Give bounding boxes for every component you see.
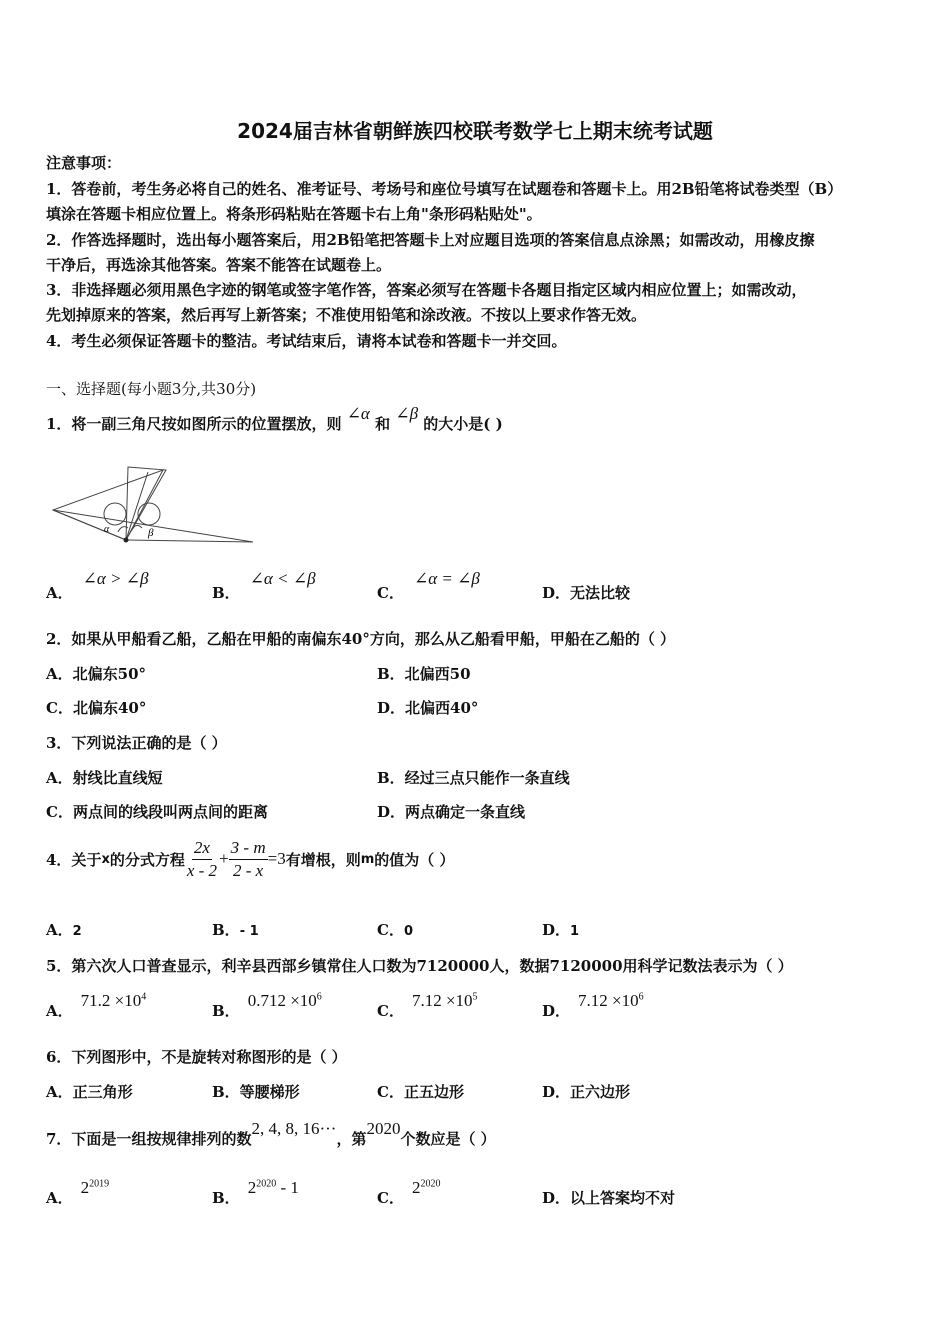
notice-line: 填涂在答题卡相应位置上。将条形码粘贴在答题卡右上角"条形码粘贴处"。 [46, 205, 542, 223]
q7-option-b[interactable]: B．$2^{2020} - 1$ [212, 1178, 299, 1207]
q5-option-b[interactable]: B．$0.712 \times 10^6$ [212, 991, 322, 1020]
q3-option-c[interactable]: C．两点间的线段叫两点间的距离 [46, 803, 268, 821]
notice-line: 干净后，再选涂其他答案。答案不能答在试题卷上。 [46, 256, 392, 274]
sequence: 2, 4, 8, 16··· [251, 1119, 337, 1138]
q6-option-b[interactable]: B．等腰梯形 [212, 1083, 300, 1101]
notice-line: 先划掉原来的答案，然后再写上新答案；不准使用铅笔和涂改液。不按以上要求作答无效。 [46, 306, 647, 324]
circle-mark [104, 503, 126, 525]
notice-line: 4．考生必须保证答题卡的整洁。考试结束后，请将本试卷和答题卡一并交回。 [46, 332, 567, 350]
q4-option-d[interactable]: D．1 [542, 921, 580, 939]
q7-option-a[interactable]: A．$2^{2019}$ [46, 1178, 110, 1207]
notice-line: 2．作答选择题时，选出每小题答案后，用2B铅笔把答题卡上对应题目选项的答案信息点涂黑；如需改动，用橡皮擦 [46, 231, 815, 249]
var-x: x [101, 851, 110, 867]
q5-option-d[interactable]: D．$7.12 \times 10^6$ [542, 991, 644, 1020]
q3-option-a[interactable]: A．射线比直线短 [46, 769, 163, 787]
label-alpha: α [104, 524, 110, 535]
q6-option-a[interactable]: A．正三角形 [46, 1083, 133, 1101]
notice-heading: 注意事项： [46, 154, 122, 172]
q4-option-c[interactable]: C．0 [377, 921, 413, 939]
q6-option-c[interactable]: C．正五边形 [377, 1083, 464, 1101]
q3-option-b[interactable]: B．经过三点只能作一条直线 [377, 769, 570, 787]
q2-option-b[interactable]: B．北偏西50 [377, 665, 471, 683]
question-7-stem: 7．下面是一组按规律排列的数2, 4, 8, 16···，第2020个数应是（ ） [46, 1119, 496, 1148]
page-title: 2024届吉林省朝鲜族四校联考数学七上期末统考试题 [237, 119, 713, 143]
question-4-stem: 4．关于 x 的分式方程 $\frac{2x}{x - 2}$ + $\frac{3 - m}{2 - x}$ =3 有增根，则 m 的值为（ ） [46, 837, 455, 880]
notice-line: 3．非选择题必须用黑色字迹的钢笔或签字笔作答，答案必须写在答题卡各题目指定区域内相应位置上；如需改动， [46, 281, 807, 299]
notice-line: 1．答卷前，考生务必将自己的姓名、准考证号、考场号和座位号填写在试题卷和答题卡上。用2B铅笔将试卷类型（B） [46, 180, 843, 198]
fraction-2: $\frac{3 - m}{2 - x}$ [230, 837, 266, 880]
q1-option-c[interactable]: C．∠α = ∠β [377, 569, 480, 602]
question-2-stem: 2．如果从甲船看乙船，乙船在甲船的南偏东40°方向，那么从乙船看甲船，甲船在乙船的（ ） [46, 630, 676, 648]
q1-option-a[interactable]: A．∠α > ∠β [46, 569, 149, 602]
label-beta: β [148, 527, 154, 539]
question-1-stem: 1．将一副三角尺按如图所示的位置摆放，则 ∠α 和 ∠β 的大小是( ) [46, 404, 503, 433]
q6-option-d[interactable]: D．正六边形 [542, 1083, 631, 1101]
vertex-dot [124, 538, 129, 543]
angle-alpha: ∠α [346, 404, 370, 423]
question-3-stem: 3．下列说法正确的是（ ） [46, 734, 227, 752]
q2-option-c[interactable]: C．北偏东40° [46, 699, 147, 717]
q1-option-d[interactable]: D．无法比较 [542, 584, 631, 602]
question-6-stem: 6．下列图形中，不是旋转对称图形的是（ ） [46, 1048, 347, 1066]
q4-option-b[interactable]: B．- 1 [212, 921, 259, 939]
q5-option-c[interactable]: C．$7.12 \times 10^5$ [377, 991, 478, 1020]
q7-option-c[interactable]: C．$2^{2020}$ [377, 1178, 441, 1207]
q2-option-a[interactable]: A．北偏东50° [46, 665, 147, 683]
var-m: m [360, 851, 375, 867]
q5-option-a[interactable]: A．$71.2 \times 10^4$ [46, 991, 147, 1020]
q2-option-d[interactable]: D．北偏西40° [377, 699, 479, 717]
q4-option-a[interactable]: A．2 [46, 921, 82, 939]
q3-option-d[interactable]: D．两点确定一条直线 [377, 803, 526, 821]
question-5-stem: 5．第六次人口普查显示，利辛县西部乡镇常住人口数为7120000人，数据7120000用科学记数法表示为（ ） [46, 957, 793, 975]
triangle-rulers-figure [48, 462, 258, 548]
section-heading: 一、选择题(每小题3分,共30分) [46, 380, 257, 398]
fraction-1: $\frac{2x}{x - 2}$ [186, 837, 218, 880]
q1-option-b[interactable]: B．∠α < ∠β [212, 569, 316, 602]
q7-option-d[interactable]: D．以上答案均不对 [542, 1189, 676, 1207]
angle-beta: ∠β [395, 404, 419, 423]
